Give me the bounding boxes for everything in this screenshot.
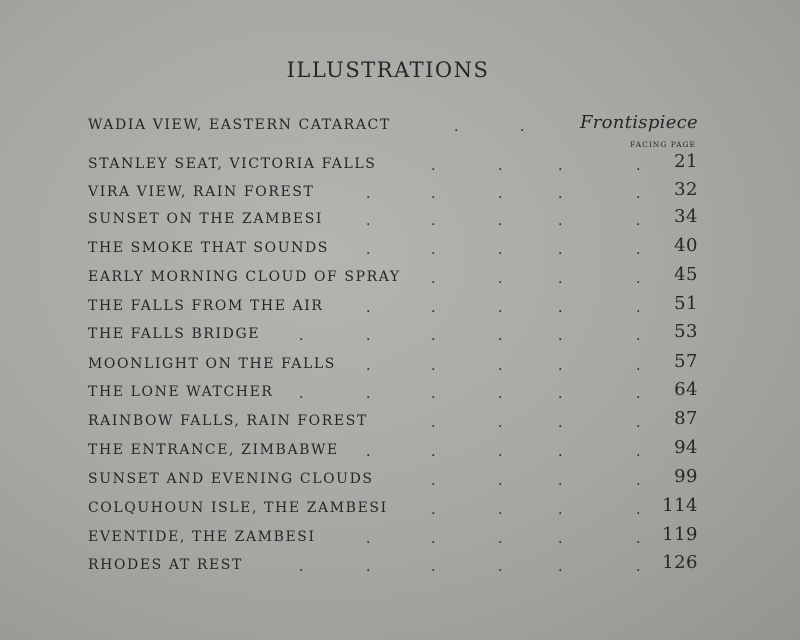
leader-dot: . <box>431 213 436 229</box>
entry-page: 114 <box>662 495 698 516</box>
leader-dot: . <box>636 502 641 518</box>
leader-dot: . <box>366 358 371 374</box>
leader-dot: . <box>498 242 503 258</box>
leader-dot: . <box>366 531 371 547</box>
leader-dot: . <box>558 531 563 547</box>
entry-page: 40 <box>674 235 698 256</box>
illustration-entry <box>88 352 698 376</box>
leader-dot: . <box>431 415 436 431</box>
entry-page: 34 <box>674 206 698 227</box>
entry-title: THE FALLS BRIDGE <box>88 326 261 342</box>
leader-dot: . <box>299 559 304 575</box>
leader-dot: . <box>431 271 436 287</box>
entry-page: 99 <box>674 466 698 487</box>
leader-dot: . <box>431 531 436 547</box>
entry-page: 32 <box>674 179 698 200</box>
leader-dot: . <box>520 119 525 135</box>
leader-dot: . <box>498 531 503 547</box>
leader-dot: . <box>431 502 436 518</box>
leader-dot: . <box>636 213 641 229</box>
leader-dot: . <box>558 158 563 174</box>
leader-dot: . <box>299 386 304 402</box>
leader-dot: . <box>431 386 436 402</box>
entry-page: 87 <box>674 408 698 429</box>
entry-page: 126 <box>662 552 698 573</box>
leader-dot: . <box>636 473 641 489</box>
entry-page: 21 <box>674 151 698 172</box>
entry-title: THE ENTRANCE, ZIMBABWE <box>88 442 339 458</box>
illustration-entry <box>88 265 698 289</box>
illustration-entry <box>88 322 698 346</box>
entry-page: 64 <box>674 379 698 400</box>
leader-dot: . <box>558 502 563 518</box>
illustration-entry <box>88 553 698 577</box>
leader-dot: . <box>498 386 503 402</box>
facing-page-label: FACING PAGE <box>630 140 696 149</box>
entry-title: SUNSET AND EVENING CLOUDS <box>88 471 374 487</box>
leader-dot: . <box>431 186 436 202</box>
leader-dot: . <box>498 415 503 431</box>
leader-dot: . <box>636 300 641 316</box>
entry-page: 51 <box>674 293 698 314</box>
leader-dot: . <box>636 242 641 258</box>
illustration-entry <box>88 438 698 462</box>
illustration-entry <box>88 294 698 318</box>
leader-dot: . <box>366 328 371 344</box>
leader-dot: . <box>558 444 563 460</box>
leader-dot: . <box>498 300 503 316</box>
entry-page: 45 <box>674 264 698 285</box>
entry-page: 57 <box>674 351 698 372</box>
entry-title: VIRA VIEW, RAIN FOREST <box>88 184 315 200</box>
leader-dot: . <box>431 444 436 460</box>
leader-dot: . <box>498 213 503 229</box>
illustration-entry <box>88 496 698 520</box>
leader-dot: . <box>498 559 503 575</box>
leader-dot: . <box>636 386 641 402</box>
entry-title: COLQUHOUN ISLE, THE ZAMBESI <box>88 500 388 516</box>
leader-dot: . <box>366 444 371 460</box>
leader-dot: . <box>636 158 641 174</box>
entry-title: RAINBOW FALLS, RAIN FOREST <box>88 413 368 429</box>
illustration-entry <box>88 409 698 433</box>
entry-title: THE SMOKE THAT SOUNDS <box>88 240 329 256</box>
entry-page: 94 <box>674 437 698 458</box>
leader-dot: . <box>498 502 503 518</box>
leader-dot: . <box>366 386 371 402</box>
entry-title: STANLEY SEAT, VICTORIA FALLS <box>88 156 377 172</box>
leader-dot: . <box>636 531 641 547</box>
leader-dot: . <box>636 186 641 202</box>
leader-dot: . <box>558 473 563 489</box>
entry-page: 119 <box>662 524 698 545</box>
leader-dot: . <box>454 119 459 135</box>
leader-dot: . <box>498 328 503 344</box>
leader-dot: . <box>431 158 436 174</box>
leader-dot: . <box>498 473 503 489</box>
leader-dot: . <box>431 300 436 316</box>
entry-page: 53 <box>674 321 698 342</box>
entry-title: THE FALLS FROM THE AIR <box>88 298 324 314</box>
leader-dot: . <box>431 559 436 575</box>
leader-dot: . <box>636 271 641 287</box>
illustration-entry <box>88 467 698 491</box>
leader-dot: . <box>558 328 563 344</box>
leader-dot: . <box>431 358 436 374</box>
leader-dot: . <box>498 444 503 460</box>
entry-title: MOONLIGHT ON THE FALLS <box>88 356 336 372</box>
leader-dot: . <box>636 358 641 374</box>
illustration-entry <box>88 152 698 176</box>
entry-page: Frontispiece <box>579 112 698 133</box>
leader-dot: . <box>558 358 563 374</box>
leader-dot: . <box>366 242 371 258</box>
entry-title: SUNSET ON THE ZAMBESI <box>88 211 324 227</box>
page-title: ILLUSTRATIONS <box>286 58 490 82</box>
leader-dot: . <box>366 300 371 316</box>
leader-dot: . <box>498 186 503 202</box>
illustration-entry <box>88 180 698 204</box>
leader-dot: . <box>558 186 563 202</box>
leader-dot: . <box>636 328 641 344</box>
leader-dot: . <box>366 559 371 575</box>
illustration-entry <box>88 525 698 549</box>
leader-dot: . <box>498 158 503 174</box>
leader-dot: . <box>558 386 563 402</box>
leader-dot: . <box>431 328 436 344</box>
leader-dot: . <box>431 242 436 258</box>
leader-dot: . <box>558 271 563 287</box>
entry-title: THE LONE WATCHER <box>88 384 274 400</box>
illustration-entry <box>88 113 698 137</box>
leader-dot: . <box>498 358 503 374</box>
entry-title: RHODES AT REST <box>88 557 243 573</box>
illustration-entry <box>88 207 698 231</box>
leader-dot: . <box>558 242 563 258</box>
leader-dot: . <box>299 328 304 344</box>
leader-dot: . <box>431 473 436 489</box>
leader-dot: . <box>558 559 563 575</box>
leader-dot: . <box>558 213 563 229</box>
leader-dot: . <box>558 415 563 431</box>
leader-dot: . <box>498 271 503 287</box>
illustration-entry <box>88 380 698 404</box>
leader-dot: . <box>366 213 371 229</box>
entry-title: EARLY MORNING CLOUD OF SPRAY <box>88 269 401 285</box>
entry-title: EVENTIDE, THE ZAMBESI <box>88 529 316 545</box>
entry-title: WADIA VIEW, EASTERN CATARACT <box>88 117 391 133</box>
leader-dot: . <box>558 300 563 316</box>
illustration-entry <box>88 236 698 260</box>
leader-dot: . <box>636 444 641 460</box>
leader-dot: . <box>636 559 641 575</box>
leader-dot: . <box>636 415 641 431</box>
leader-dot: . <box>366 186 371 202</box>
